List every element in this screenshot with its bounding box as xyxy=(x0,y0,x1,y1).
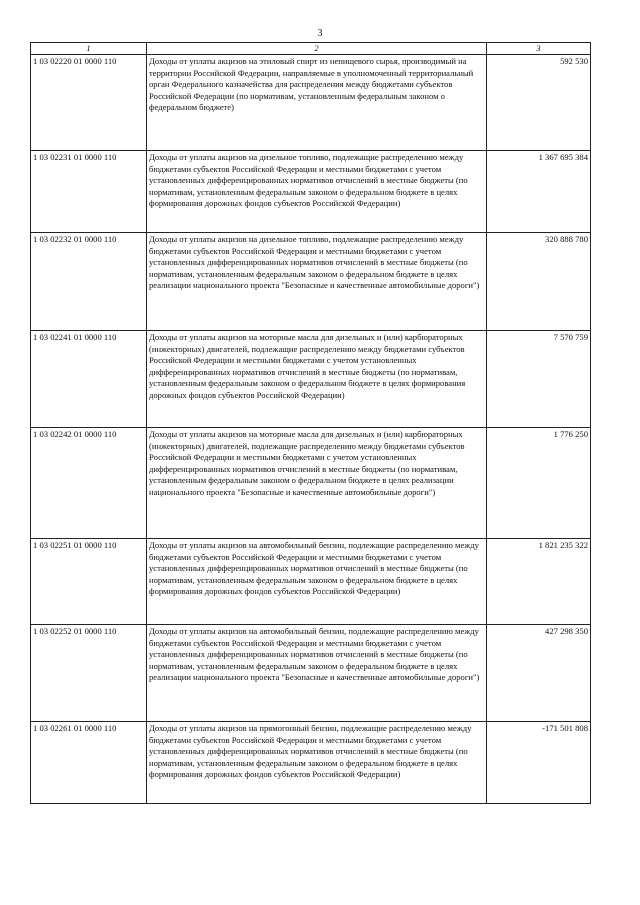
revenue-description: Доходы от уплаты акцизов на моторные масла для дизельных и (или) карбюраторных (инжекторных) двигателей, подлежащие распределению между бюджетами субъектов Российской Федерации и местными бюджетами с учетом установленных дифференцированных нормативов отчислений в местные бюджеты (по нормативам, установленным федеральным законом о федеральном бюджете в целях реализации национального проекта "Безопасные и качественные автомобильные дороги") xyxy=(147,428,487,539)
classification-code: 1 03 02252 01 0000 110 xyxy=(31,625,147,722)
classification-code: 1 03 02220 01 0000 110 xyxy=(31,55,147,151)
revenue-description: Доходы от уплаты акцизов на автомобильный бензин, подлежащие распределению между бюджетами субъектов Российской Федерации и местными бюджетами с учетом установленных дифференцированных нормативов отчислений в местные бюджеты (по нормативам, установленным федеральным законом о федеральном бюджете в целях формирования дорожных фондов субъектов Российской Федерации) xyxy=(147,539,487,625)
table-row xyxy=(31,55,591,151)
page-number: 3 xyxy=(317,28,323,39)
revenue-table xyxy=(30,42,591,804)
column-number-description: 2 xyxy=(147,43,487,55)
revenue-amount: 1 367 695 384 xyxy=(487,151,591,233)
classification-code: 1 03 02251 01 0000 110 xyxy=(31,539,147,625)
table-row xyxy=(31,539,591,625)
classification-code: 1 03 02231 01 0000 110 xyxy=(31,151,147,233)
classification-code: 1 03 02261 01 0000 110 xyxy=(31,722,147,804)
table-row xyxy=(31,625,591,722)
table-row xyxy=(31,722,591,804)
column-number-code: 1 xyxy=(31,43,147,55)
revenue-amount: 7 570 759 xyxy=(487,331,591,428)
column-number-row xyxy=(31,43,591,55)
classification-code: 1 03 02232 01 0000 110 xyxy=(31,233,147,331)
revenue-amount: 1 821 235 322 xyxy=(487,539,591,625)
revenue-amount: -171 501 808 xyxy=(487,722,591,804)
revenue-amount: 1 776 250 xyxy=(487,428,591,539)
classification-code: 1 03 02242 01 0000 110 xyxy=(31,428,147,539)
table-row xyxy=(31,331,591,428)
column-number-amount: 3 xyxy=(487,43,591,55)
revenue-description: Доходы от уплаты акцизов на моторные масла для дизельных и (или) карбюраторных (инжекторных) двигателей, подлежащие распределению между бюджетами субъектов Российской Федерации и местными бюджетами с учетом установленных дифференцированных нормативов отчислений в местные бюджеты (по нормативам, установленным федеральным законом о федеральном бюджете в целях формирования дорожных фондов субъектов Российской Федерации) xyxy=(147,331,487,428)
table-row xyxy=(31,151,591,233)
revenue-amount: 320 888 780 xyxy=(487,233,591,331)
revenue-description: Доходы от уплаты акцизов на прямогонный бензин, подлежащие распределению между бюджетами субъектов Российской Федерации и местными бюджетами с учетом установленных дифференцированных нормативов отчислений в местные бюджеты (по нормативам, установленным федеральным законом о федеральном бюджете в целях формирования дорожных фондов субъектов Российской Федерации) xyxy=(147,722,487,804)
revenue-description: Доходы от уплаты акцизов на этиловый спирт из непищевого сырья, производимый на территории Российской Федерации, направляемые в уполномоченный территориальный орган Федерального казначейства для распределения между бюджетами субъектов Российской Федерации (по нормативам, установленным федеральным законом о федеральном бюджете) xyxy=(147,55,487,151)
revenue-description: Доходы от уплаты акцизов на дизельное топливо, подлежащие распределению между бюджетами субъектов Российской Федерации и местными бюджетами с учетом установленных дифференцированных нормативов отчислений в местные бюджеты (по нормативам, установленным федеральным законом о федеральном бюджете в целях формирования дорожных фондов субъектов Российской Федерации) xyxy=(147,151,487,233)
revenue-amount: 592 530 xyxy=(487,55,591,151)
revenue-description: Доходы от уплаты акцизов на автомобильный бензин, подлежащие распределению между бюджетами субъектов Российской Федерации и местными бюджетами с учетом установленных дифференцированных нормативов отчислений в местные бюджеты (по нормативам, установленным федеральным законом о федеральном бюджете в целях реализации национального проекта "Безопасные и качественные автомобильные дороги") xyxy=(147,625,487,722)
revenue-amount: 427 298 350 xyxy=(487,625,591,722)
revenue-description: Доходы от уплаты акцизов на дизельное топливо, подлежащие распределению между бюджетами субъектов Российской Федерации и местными бюджетами с учетом установленных дифференцированных нормативов отчислений в местные бюджеты (по нормативам, установленным федеральным законом о федеральном бюджете в целях реализации национального проекта "Безопасные и качественные автомобильные дороги") xyxy=(147,233,487,331)
classification-code: 1 03 02241 01 0000 110 xyxy=(31,331,147,428)
table-row xyxy=(31,428,591,539)
table-row xyxy=(31,233,591,331)
